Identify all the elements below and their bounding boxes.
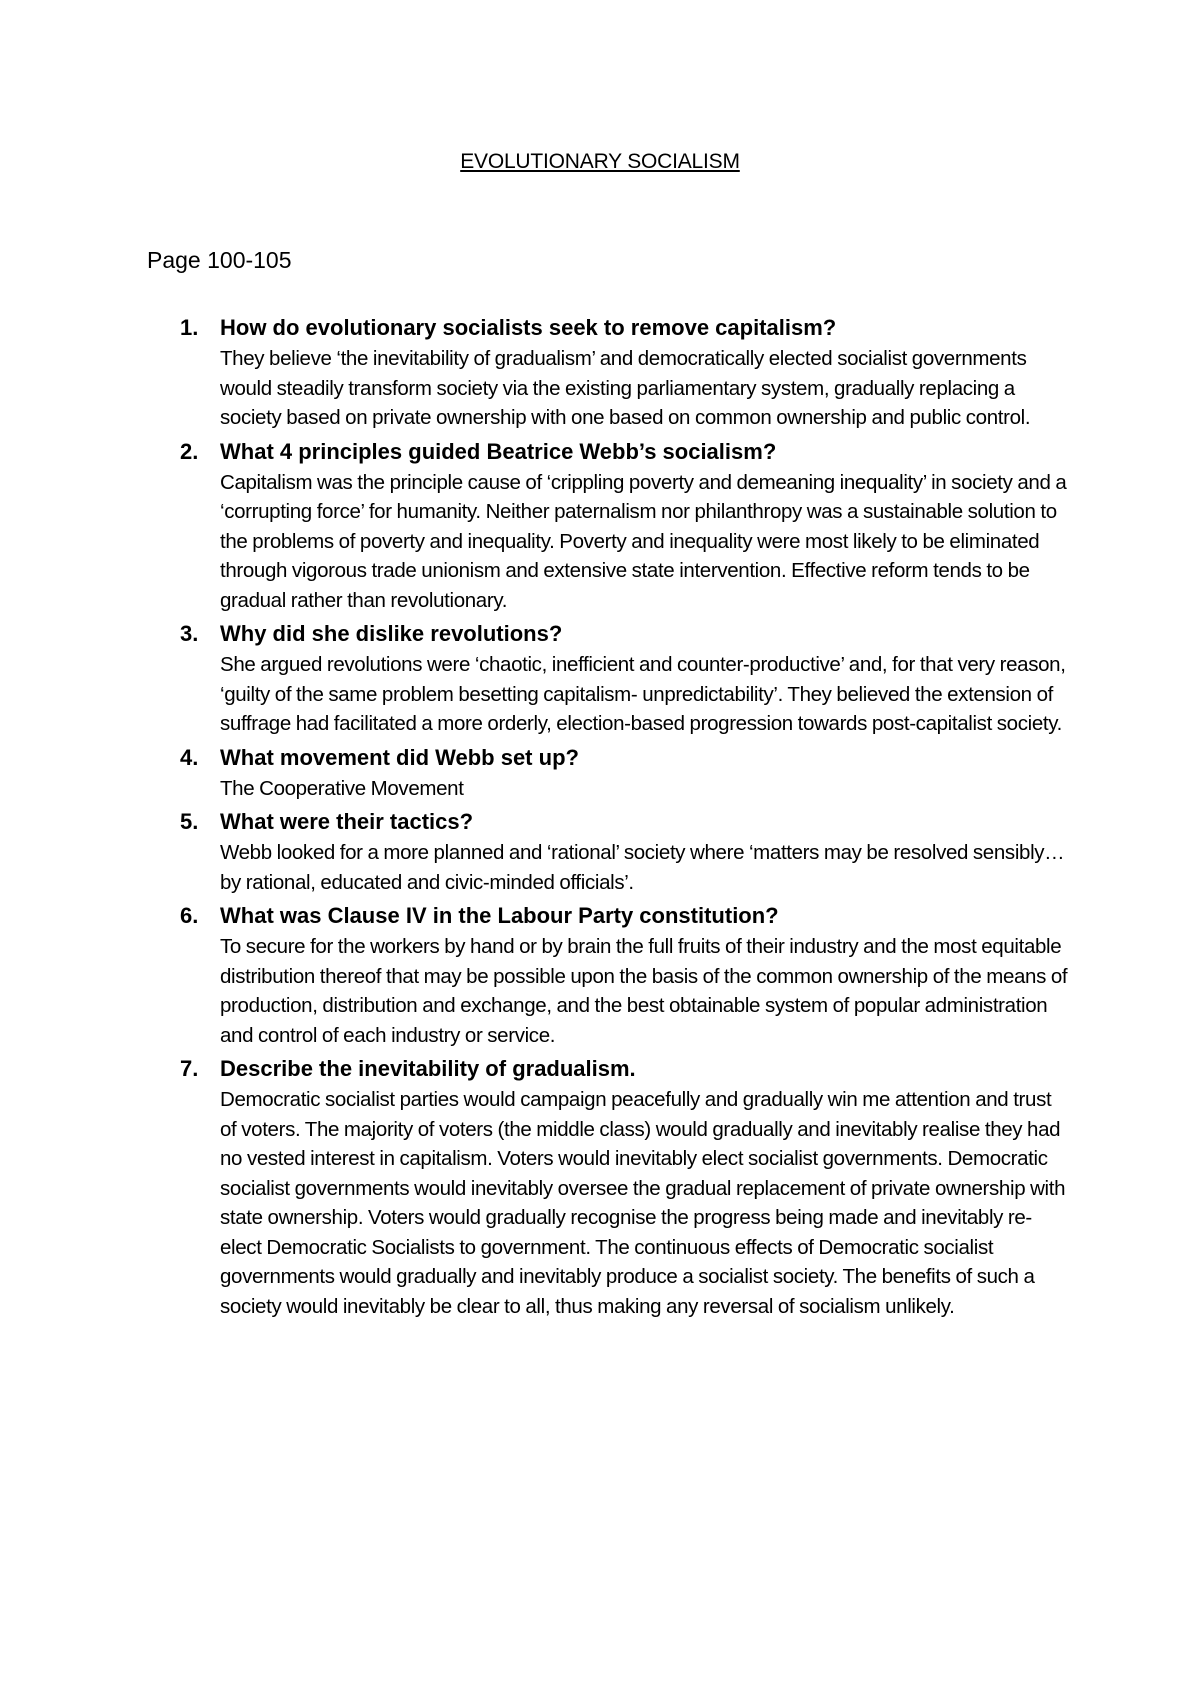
question-heading: Describe the inevitability of gradualism. [220, 1056, 636, 1081]
question-item-6 [180, 900, 1070, 1050]
answer-text: Webb looked for a more planned and ‘rational’ society where ‘matters may be resolved sensibly… by rational, educated and civic-minded officials’. [220, 841, 1065, 894]
question-item-2 [180, 436, 1070, 616]
answer-text: They believe ‘the inevitability of gradualism’ and democratically elected socialist governments would steadily transform society via the existing parliamentary system, gradually replacing a society based on private ownership with one based on common ownership and public control. [220, 347, 1031, 429]
question-heading: Why did she dislike revolutions? [220, 621, 563, 646]
question-heading: What movement did Webb set up? [220, 744, 579, 770]
question-number: 3. [180, 621, 199, 646]
question-item-4 [180, 742, 1070, 804]
question-number: 5. [180, 809, 199, 834]
document-title: EVOLUTIONARY SOCIALISM [460, 150, 740, 173]
question-heading: What 4 principles guided Beatrice Webb’s socialism? [220, 438, 777, 464]
page-reference: Page 100-105 [147, 247, 292, 273]
answer-text: Democratic socialist parties would campaign peacefully and gradually win me attention and trust of voters. The majority of voters (the middle class) would gradually and inevitably realise they had no vested interest in capitalism. Voters would inevitably elect socialist governments. Democratic socialist governments would inevitably oversee the gradual replacement of private ownership with state ownership. Voters would gradually recognise the progress being made and inevitably re-elect Democratic Socialists to government. The continuous effects of Democratic socialist governments would gradually and inevitably produce a socialist society. The benefits of such a society would inevitably be clear to all, thus making any reversal of socialism unlikely. [220, 1088, 1066, 1318]
question-list [180, 312, 1070, 1324]
question-item-1 [180, 312, 1070, 433]
question-heading: How do evolutionary socialists seek to remove capitalism? [220, 315, 837, 340]
question-heading: What were their tactics? [220, 809, 474, 834]
answer-text: She argued revolutions were ‘chaotic, inefficient and counter-productive’ and, for that very reason, ‘guilty of the same problem besetting capitalism- unpredictability’. They believed the extension of suffrage had facilitated a more orderly, election-based progression towards post-capitalist society. [220, 653, 1066, 735]
question-item-7 [180, 1053, 1070, 1321]
answer-text: To secure for the workers by hand or by brain the full fruits of their industry and the most equitable distribution thereof that may be possible upon the basis of the common ownership of the means of production, distribution and exchange, and the best obtainable system of popular administration and control of each industry or service. [220, 935, 1068, 1047]
answer-text: Capitalism was the principle cause of ‘crippling poverty and demeaning inequality’ in society and a ‘corrupting force’ for humanity. Neither paternalism nor philanthropy was a sustainable solution to the problems of poverty and inequality. Poverty and inequality were most likely to be eliminated through vigorous trade unionism and extensive state intervention. Effective reform tends to be gradual rather than revolutionary. [220, 470, 1067, 612]
question-heading: What was Clause IV in the Labour Party constitution? [220, 903, 779, 928]
answer-text: The Cooperative Movement [220, 776, 464, 800]
question-number: 1. [180, 315, 199, 340]
question-number: 4. [180, 744, 199, 770]
question-number: 2. [180, 438, 199, 464]
question-number: 6. [180, 903, 199, 928]
question-number: 7. [180, 1056, 199, 1081]
question-item-3 [180, 618, 1070, 739]
question-item-5 [180, 806, 1070, 897]
